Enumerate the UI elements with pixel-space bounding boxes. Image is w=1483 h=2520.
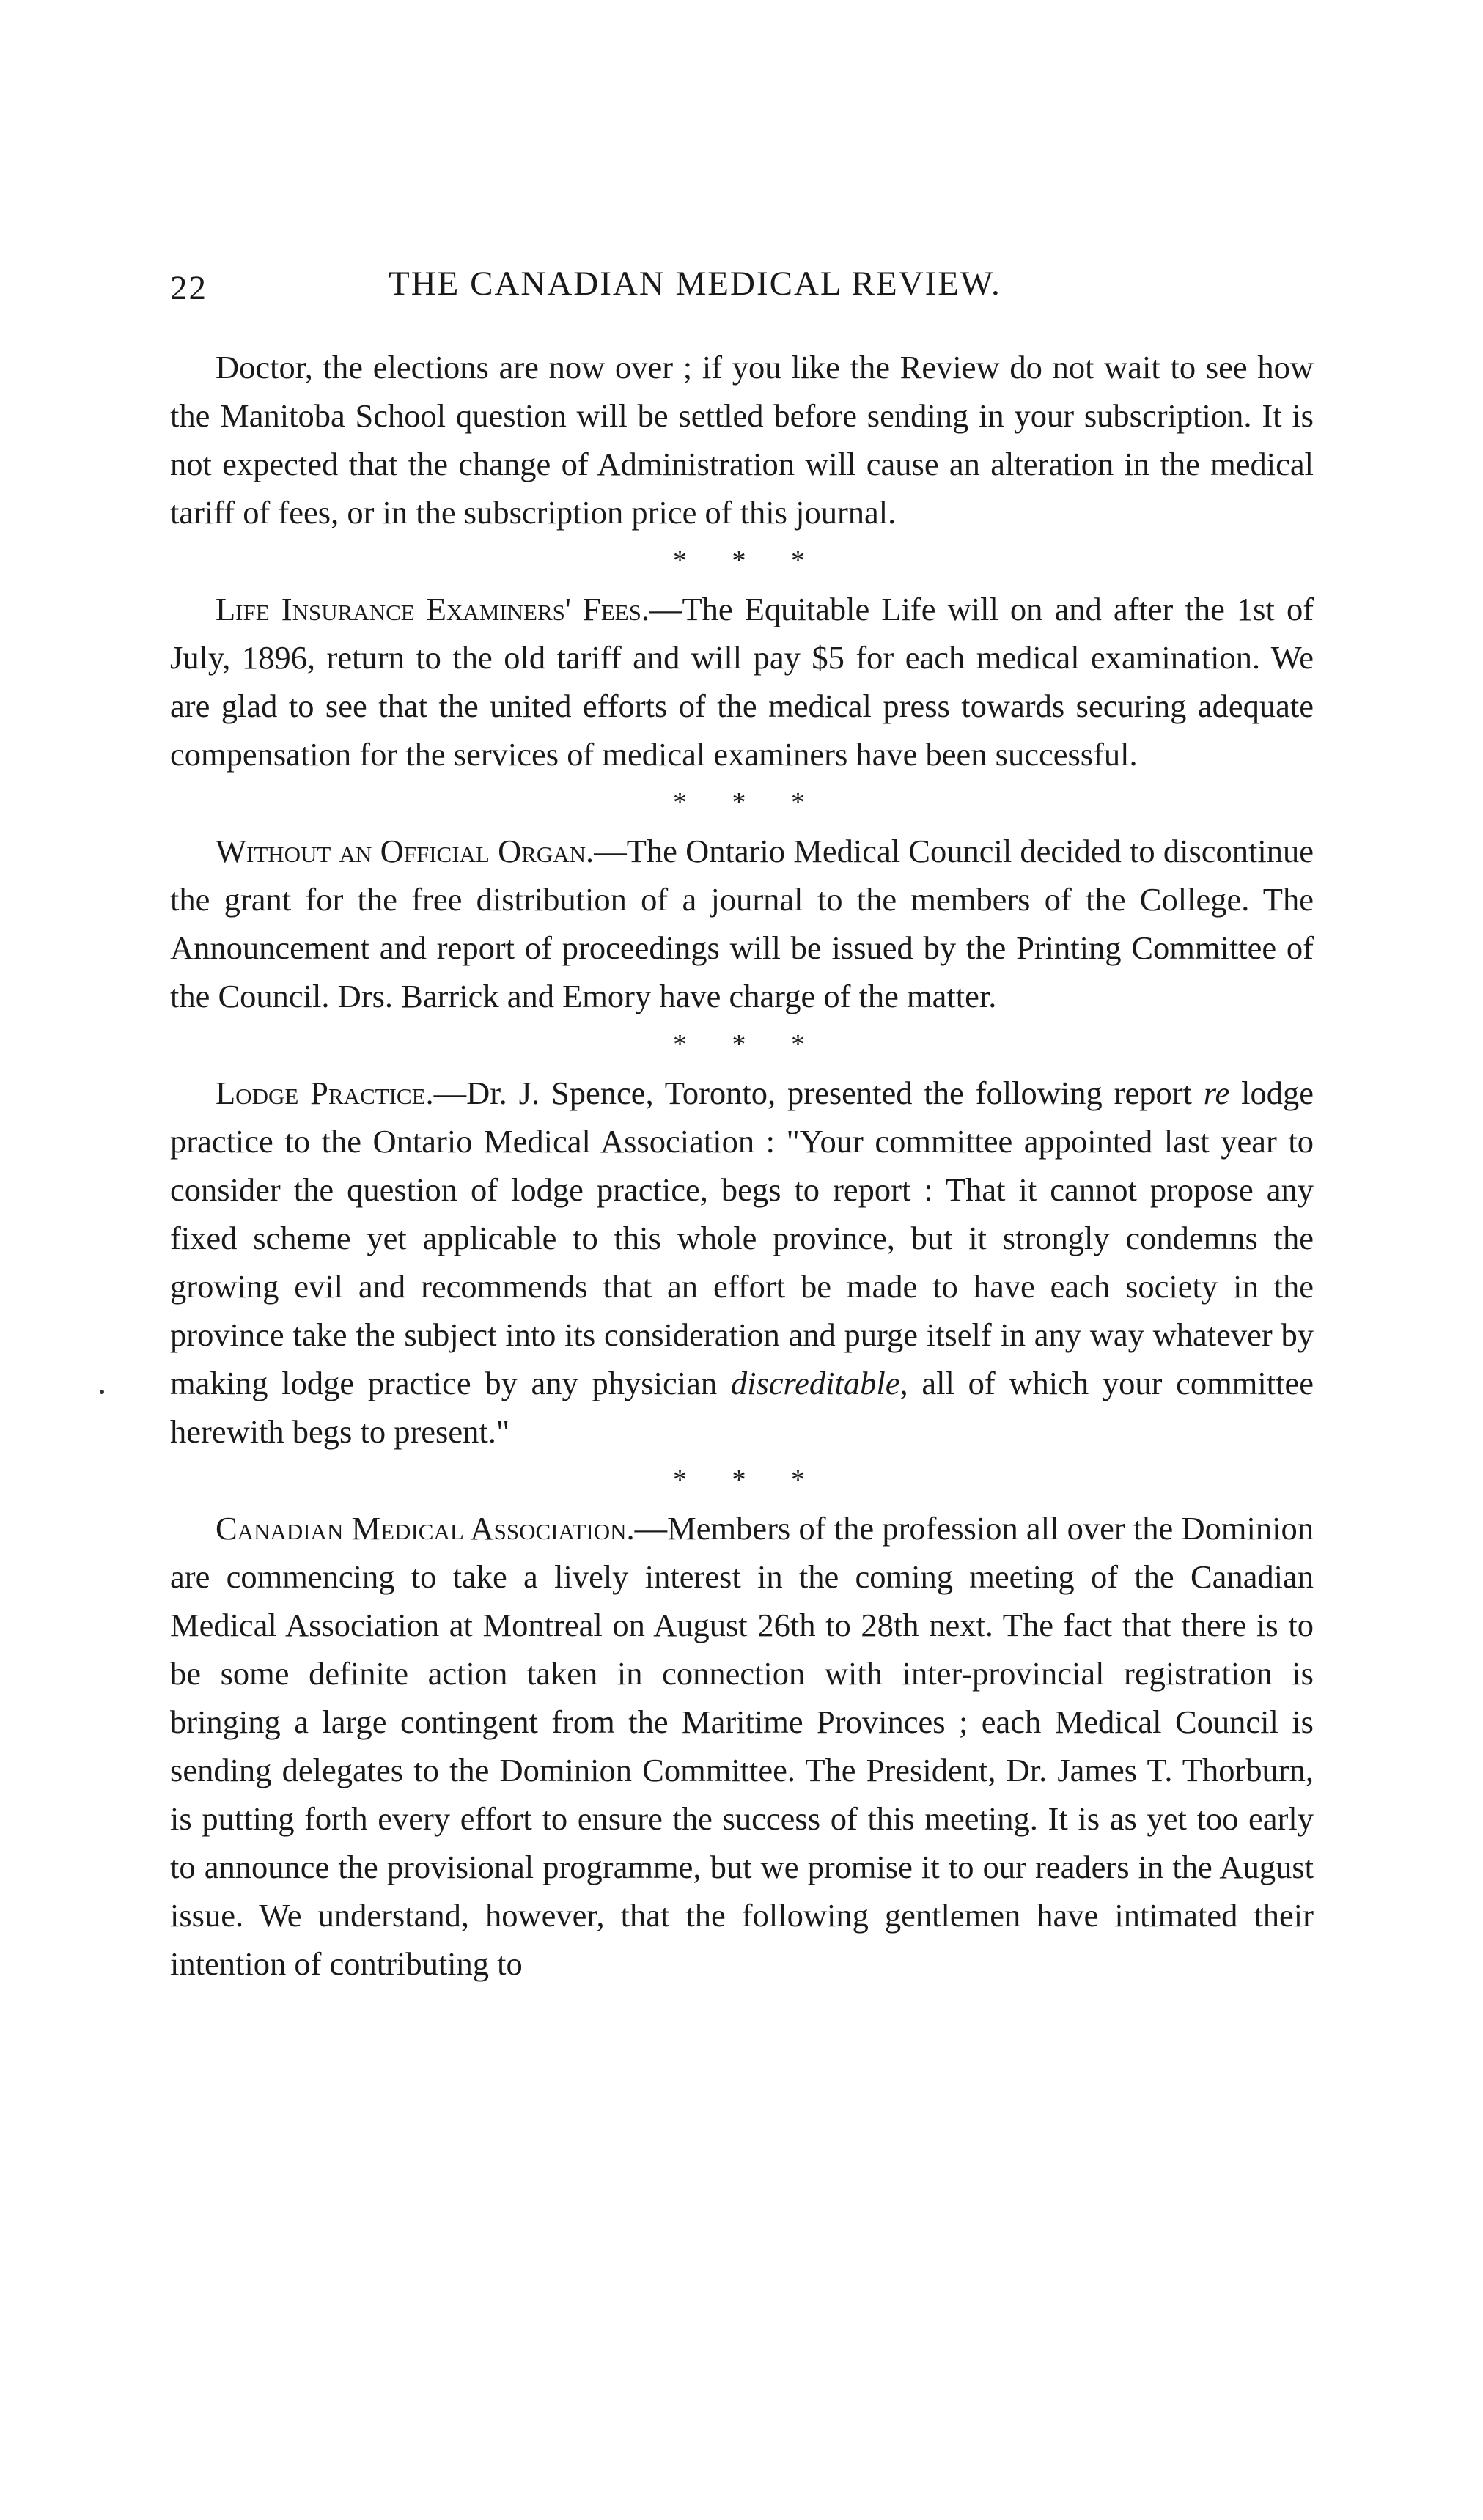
article-subscription-notice: [170, 343, 1314, 537]
section-separator: * * *: [673, 545, 824, 576]
article-heading: Lodge Practice.: [216, 1075, 434, 1111]
article-body: —Dr. J. Spence, Toronto, presented the following report: [433, 1075, 1204, 1111]
section-separator: * * *: [673, 787, 824, 818]
article-body: Doctor, the elections are now over ; if you like the Review do not wait to see how the Manitoba School question will be settled before sending in your subscription. It is not expected that the change of Administration will cause an alteration in the medical tariff of fees, or in the subscription price of this journal.: [170, 349, 1314, 531]
article-body: —Members of the profession all over the Dominion are commencing to take a lively interest in the coming meeting of the Canadian Medical Association at Montreal on August 26th to 28th next. The fact that there is to be some definite action taken in connection with inter-provincial registration is bringing a large contingent from the Maritime Provinces ; each Medical Council is sending delegates to the Dominion Committee. The President, Dr. James T. Thorburn, is putting forth every effort to ensure the success of this meeting. It is as yet too early to announce the provisional programme, but we promise it to our readers in the August issue. We understand, however, that the following gentlemen have intimated their intention of contributing to: [170, 1510, 1314, 1982]
article-canadian-medical-association: [170, 1504, 1314, 1988]
article-life-insurance-fees: [170, 585, 1314, 778]
section-separator: * * *: [673, 1029, 824, 1060]
article-official-organ: [170, 827, 1314, 1020]
article-heading: Canadian Medical Association.: [216, 1510, 635, 1547]
scan-margin-mark: [100, 1390, 104, 1394]
article-heading: Life Insurance Examiners' Fees.: [216, 591, 649, 627]
article-body-continued: lodge practice to the Ontario Medical Association : "Your committee appointed last year to consider the question of lodge practice, begs to report : That it cannot propose any fixed scheme yet applicable to this whole province, but it strongly condemns the growing evil and recommends that an effort be made to have each society in the province take the subject into its consideration and purge itself in any way whatever by making lodge practice by any physician: [170, 1075, 1314, 1401]
text-column: [170, 343, 1314, 1988]
latin-re: re: [1203, 1075, 1230, 1111]
article-body: —The Ontario Medical Council decided to discontinue the grant for the free distribution of a journal to the members of the College. The Announcement and report of proceedings will be issued by the Printing Committee of the Council. Drs. Barrick and Emory have charge of the matter.: [170, 833, 1314, 1014]
emphasized-word: discreditable: [730, 1365, 900, 1401]
article-body-end: , all of which your committee herewith begs to present.": [170, 1365, 1314, 1450]
running-head: [170, 264, 1314, 315]
journal-title: THE CANADIAN MEDICAL REVIEW.: [389, 265, 1001, 303]
page-number: 22: [170, 269, 207, 307]
article-lodge-practice: [170, 1069, 1314, 1456]
article-heading: Without an Official Organ.: [216, 833, 595, 869]
section-separator: * * *: [673, 1465, 824, 1495]
article-body: —The Equitable Life will on and after the 1st of July, 1896, return to the old tariff and will pay $5 for each medical examination. We are glad to see that the united efforts of the medical press towards securing adequate compensation for the services of medical examiners have been successful.: [170, 591, 1314, 773]
